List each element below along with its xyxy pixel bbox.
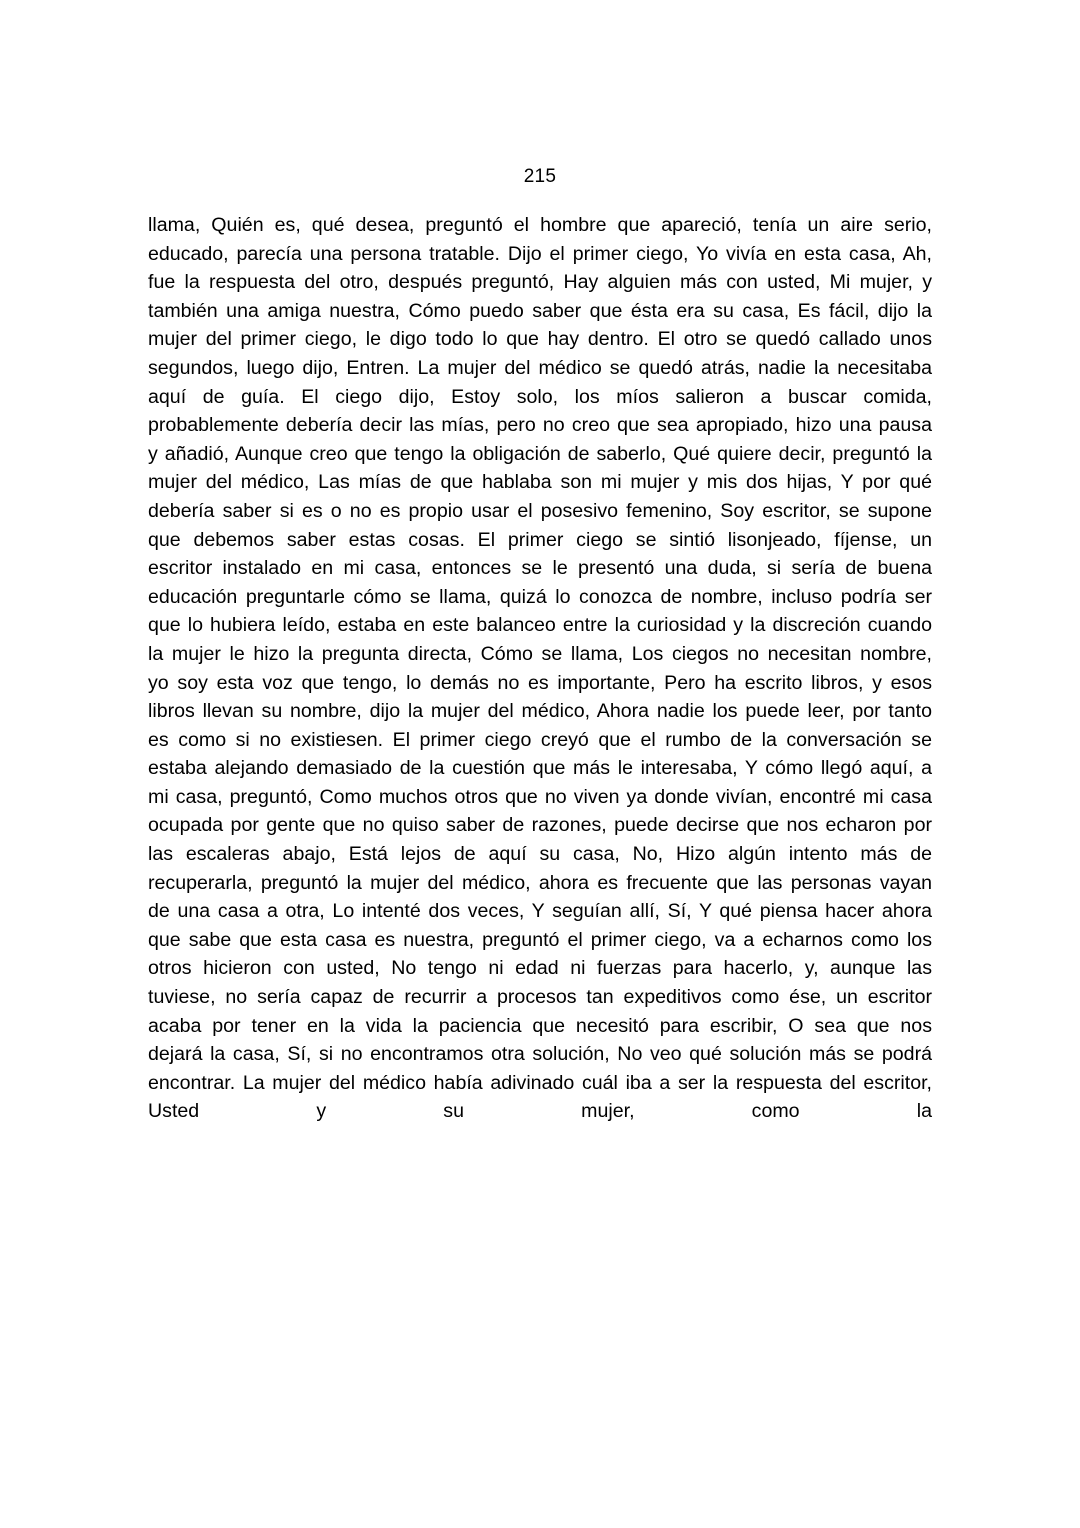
- body-paragraph: llama, Quién es, qué desea, preguntó el hombre que apareció, tenía un aire serio, educado, parecía una persona tratable. Dijo el primer ciego, Yo vivía en esta casa, Ah, fue la respuesta del otro, después preguntó, Hay alguien más con usted, Mi mujer, y también una amiga nuestra, Cómo puedo saber que ésta era su casa, Es fácil, dijo la mujer del primer ciego, le digo todo lo que hay dentro. El otro se quedó callado unos segundos, luego dijo, Entren. La mujer del médico se quedó atrás, nadie la necesitaba aquí de guía. El ciego dijo, Estoy solo, los míos salieron a buscar comida, probablemente debería decir las mías, pero no creo que sea apropiado, hizo una pausa y añadió, Aunque creo que tengo la obligación de saberlo, Qué quiere decir, preguntó la mujer del médico, Las mías de que hablaba son mi mujer y mis dos hijas, Y por qué debería saber si es o no es propio usar el posesivo femenino, Soy escritor, se supone que debemos saber estas cosas. El primer ciego se sintió lisonjeado, fíjense, un escritor instalado en mi casa, entonces se le presentó una duda, si sería de buena educación preguntarle cómo se llama, quizá lo conozca de nombre, incluso podría ser que lo hubiera leído, estaba en este balanceo entre la curiosidad y la discreción cuando la mujer le hizo la pregunta directa, Cómo se llama, Los ciegos no necesitan nombre, yo soy esta voz que tengo, lo demás no es importante, Pero ha escrito libros, y esos libros llevan su nombre, dijo la mujer del médico, Ahora nadie los puede leer, por tanto es como si no existiesen. El primer ciego creyó que el rumbo de la conversación se estaba alejando demasiado de la cuestión que más le interesaba, Y cómo llegó aquí, a mi casa, preguntó, Como muchos otros que no viven ya donde vivían, encontré mi casa ocupada por gente que no quiso saber de razones, puede decirse que nos echaron por las escaleras abajo, Está lejos de aquí su casa, No, Hizo algún intento más de recuperarla, preguntó la mujer del médico, ahora es frecuente que las personas vayan de una casa a otra, Lo intenté dos veces, Y seguían allí, Sí, Y qué piensa hacer ahora que sabe que esta casa es nuestra, preguntó el primer ciego, va a echarnos como los otros hicieron con usted, No tengo ni edad ni fuerzas para hacerlo, y, aunque las tuviese, no sería capaz de recurrir a procesos tan expeditivos como ése, un escritor acaba por tener en la vida la paciencia que necesitó para escribir, O sea que nos dejará la casa, Sí, si no encontramos otra solución, No veo qué solución más se podrá encontrar. La mujer del médico había adivinado cuál iba a ser la respuesta del escritor, Usted y su mujer, como la: [148, 214, 932, 1123]
- page-number: 215: [523, 166, 557, 187]
